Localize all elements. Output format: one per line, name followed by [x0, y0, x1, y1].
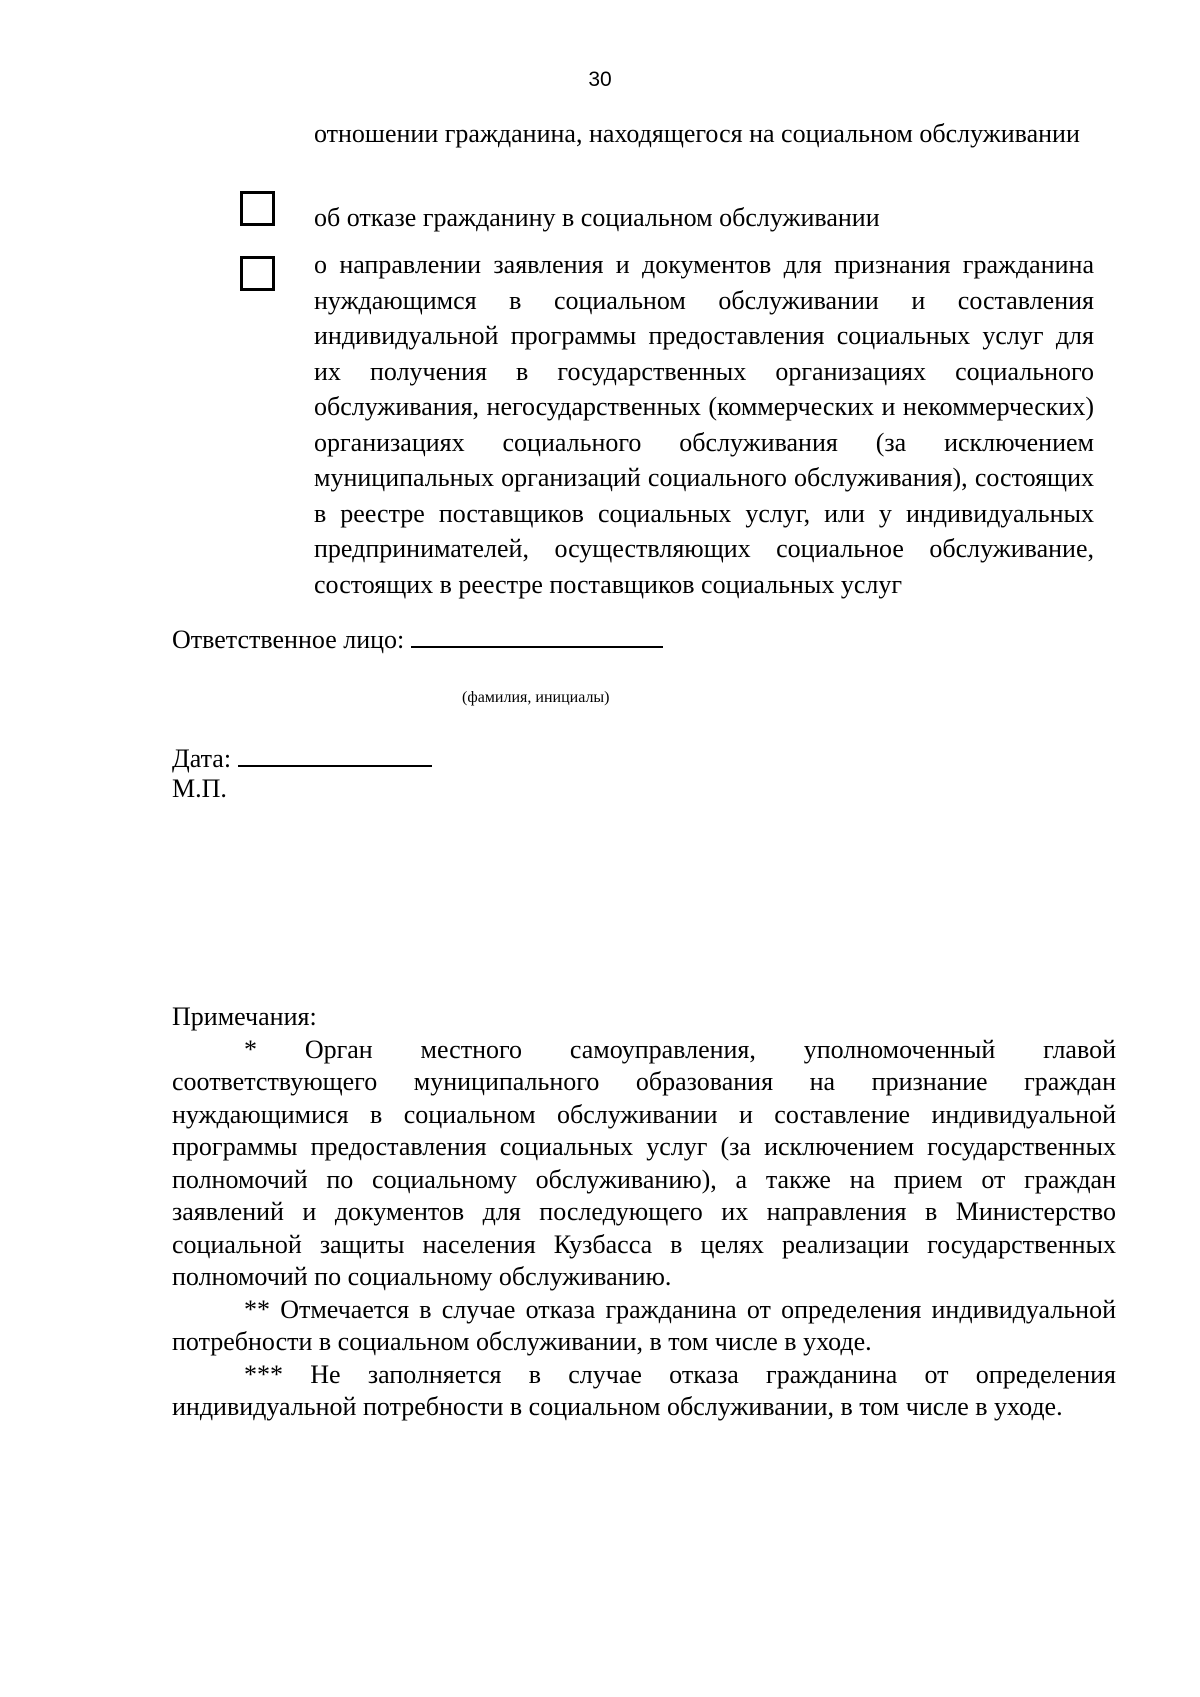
page-number: 30	[588, 68, 612, 91]
notes-title: Примечания:	[172, 1002, 317, 1031]
date-field[interactable]	[238, 741, 432, 767]
responsible-person-caption: (фамилия, инициалы)	[462, 689, 610, 706]
responsible-person-row	[172, 622, 663, 656]
option-text-continuation: отношении гражданина, находящегося на социальном обслуживании	[314, 119, 1080, 148]
note-paragraph-3: *** Не заполняется в случае отказа гражданина от определения индивидуальной потребности в социальном обслуживании, в том числе в уходе.	[172, 1359, 1116, 1421]
responsible-person-field[interactable]	[411, 622, 663, 648]
date-label: Дата:	[172, 744, 232, 773]
note-paragraph-2: ** Отмечается в случае отказа гражданина от определения индивидуальной потребности в социальном обслуживании, в том числе в уходе.	[172, 1294, 1116, 1356]
option-text-referral: о направлении заявления и документов для признания гражданина нуждающимся в социальном обслуживании и составления индивидуальной программы предоставления социальных услуг для их получения в государственных организациях социального обслуживания, негосударственных (коммерческих и некоммерческих) организациях социального обслуживания (за исключением муниципальных организаций социального обслуживания), состоящих в реестре поставщиков социальных услуг, или у индивидуальных предпринимателей, осуществляющих социальное обслуживание, состоящих в реестре поставщиков социальных услуг	[314, 250, 1094, 599]
checkbox-referral[interactable]	[240, 256, 275, 291]
date-row	[172, 741, 432, 775]
note-paragraph-1: * Орган местного самоуправления, уполномоченный главой соответствующего муниципального образования на признание граждан нуждающимися в социальном обслуживании и составление индивидуальной программы предоставления социальных услуг (за исключением государственных полномочий по социальному обслуживанию), а также на прием от граждан заявлений и документов для последующего их направления в Министерство социальной защиты населения Кузбасса в целях реализации государственных полномочий по социальному обслуживанию.	[172, 1034, 1116, 1291]
stamp-label: М.П.	[172, 774, 227, 803]
notes-section	[172, 1001, 1116, 1424]
option-text-refusal: об отказе гражданину в социальном обслуживании	[314, 203, 880, 232]
responsible-person-label: Ответственное лицо:	[172, 625, 405, 654]
checkbox-refusal[interactable]	[240, 191, 275, 226]
